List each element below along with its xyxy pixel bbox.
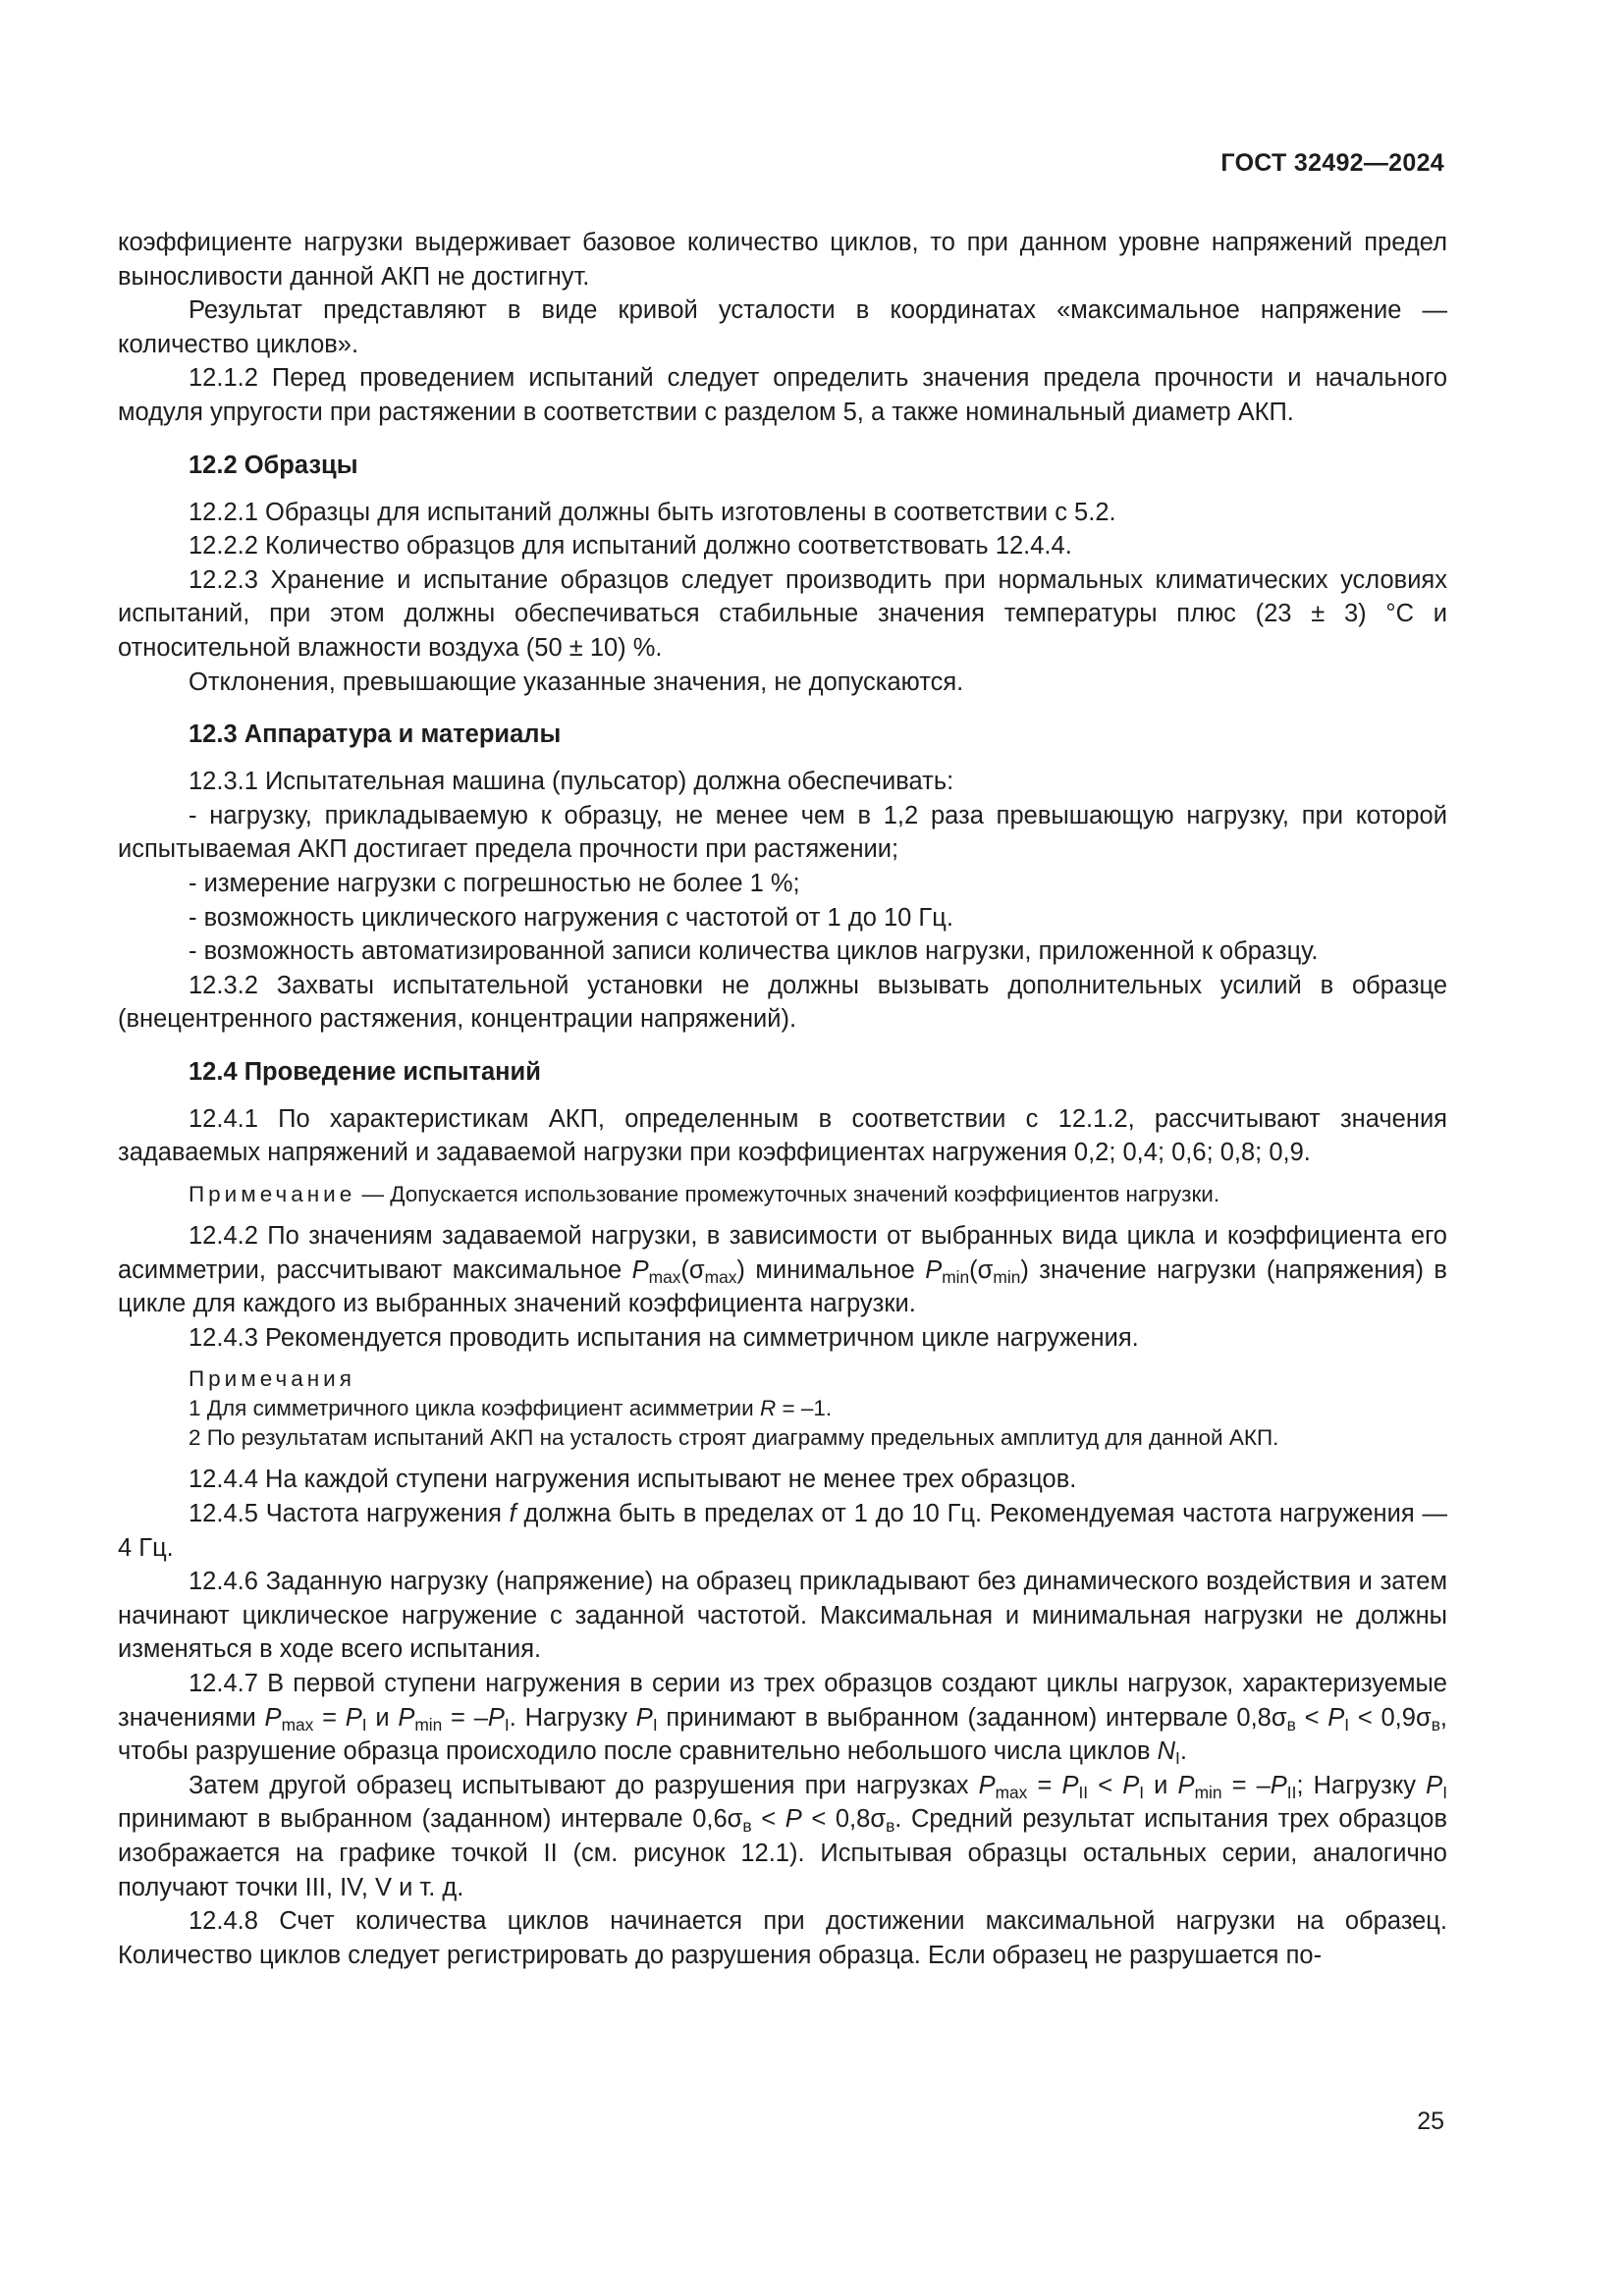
note bbox=[118, 1180, 1447, 1209]
paragraph-12-3-1: 12.3.1 Испытательная машина (пульсатор) должна обеспечивать: bbox=[189, 768, 954, 796]
paragraph-12-3-2: 12.3.2 Захваты испытательной установки не должны вызывать дополнительных усилий в образце (внецентренного растяжения, концентрации напряжений). bbox=[118, 971, 1447, 1034]
paragraph-12-2-3: 12.2.3 Хранение и испытание образцов следует производить при нормальных климатических условиях испытаний, при этом должны обеспечиваться стабильные значения температуры плюс (23 ± 3) °С и относительной влажности воздуха (50 ± 10) %. bbox=[118, 565, 1447, 662]
paragraph-12-4-2: 12.4.2 По значениям задаваемой нагрузки, в зависимости от выбранных вида цикла и коэффициента его асимметрии, рассчитывают максимальное $P_{max}(\sigma_{max})$ минимальное $P_{min}(\sigma_{min})$ значение нагрузки (напряжения) в цикле для каждого из выбранных значений коэффициента нагрузки. bbox=[118, 1222, 1447, 1318]
list-item: - измерение нагрузки с погрешностью не более 1 %; bbox=[189, 869, 800, 897]
list-item: - возможность автоматизированной записи количества циклов нагрузки, приложенной к образцу. bbox=[189, 937, 1319, 966]
paragraph: коэффициенте нагрузки выдерживает базовое количество циклов, то при данном уровне напряжений предел выносливости данной АКП не достигнут. bbox=[118, 229, 1447, 291]
notes-block bbox=[118, 1364, 1447, 1453]
paragraph: Результат представляют в виде кривой усталости в координатах «максимальное напряжение — количество циклов». bbox=[118, 296, 1447, 358]
paragraph-12-4-7: 12.4.7 В первой ступени нагружения в серии из трех образцов создают циклы нагрузок, характеризуемые значениями $P_{max} = P_I$ и $P_{min} = -P_I$. Нагрузку $P_I$ принимают в выбранном (заданном) интервале $0,8\sigma_в < P_I < 0,9\sigma_в$, чтобы разрушение образца происходило после сравнительно небольшого числа циклов $N_I$. bbox=[118, 1670, 1448, 1769]
paragraph-12-1-2: 12.1.2 Перед проведением испытаний следует определить значения предела прочности и начального модуля упругости при растяжении в соответствии с разделом 5, а также номинальный диаметр АКП. bbox=[118, 364, 1447, 426]
note-item: 1 Для симметричного цикла коэффициент асимметрии R = –1. bbox=[189, 1396, 833, 1421]
paragraph-12-4-4: 12.4.4 На каждой ступени нагружения испытывают не менее трех образцов. bbox=[189, 1466, 1077, 1494]
paragraph-12-4-5: 12.4.5 Частота нагружения f должна быть в пределах от 1 до 10 Гц. Рекомендуемая частота нагружения — 4 Гц. bbox=[118, 1500, 1447, 1562]
section-heading-12-4: 12.4 Проведение испытаний bbox=[189, 1057, 541, 1086]
document-header: ГОСТ 32492—2024 bbox=[1220, 149, 1444, 177]
paragraph-12-2-2: 12.2.2 Количество образцов для испытаний должно соответствовать 12.4.4. bbox=[189, 532, 1072, 561]
notes-title: Примечания bbox=[189, 1366, 355, 1392]
note-text: — Допускается использование промежуточных значений коэффициентов нагрузки. bbox=[355, 1182, 1220, 1207]
paragraph-12-2-1: 12.2.1 Образцы для испытаний должны быть изготовлены в соответствии с 5.2. bbox=[189, 498, 1116, 526]
page-number: 25 bbox=[1417, 2108, 1444, 2135]
paragraph-12-4-6: 12.4.6 Заданную нагрузку (напряжение) на образец прикладывают без динамического воздействия и затем начинают циклическое нагружение с заданной частотой. Максимальная и минимальная нагрузки не должны изменяться в ходе всего испытания. bbox=[118, 1568, 1447, 1664]
paragraph: Отклонения, превышающие указанные значения, не допускаются. bbox=[189, 667, 964, 696]
section-heading-12-3: 12.3 Аппаратура и материалы bbox=[189, 721, 562, 749]
paragraph-12-4-1: 12.4.1 По характеристикам АКП, определенным в соответствии с 12.1.2, рассчитывают значения задаваемых напряжений и задаваемой нагрузки при коэффициентах нагружения 0,2; 0,4; 0,6; 0,8; 0,9. bbox=[118, 1104, 1447, 1167]
paragraph-12-4-3: 12.4.3 Рекомендуется проводить испытания на симметричном цикле нагружения. bbox=[189, 1323, 1139, 1352]
section-heading-12-2: 12.2 Образцы bbox=[189, 451, 358, 479]
list-item: - возможность циклического нагружения с частотой от 1 до 10 Гц. bbox=[189, 903, 953, 932]
note-item: 2 По результатам испытаний АКП на усталость строят диаграмму предельных амплитуд для данной АКП. bbox=[189, 1425, 1279, 1451]
list-item: - нагрузку, прикладываемую к образцу, не менее чем в 1,2 раза превышающую нагрузку, при которой испытываемая АКП достигает предела прочности при растяжении; bbox=[118, 801, 1447, 864]
page-content bbox=[118, 226, 1447, 1972]
paragraph-12-4-8: 12.4.8 Счет количества циклов начинается при достижении максимальной нагрузки на образец. Количество циклов следует регистрировать до разрушения образца. Если образец не разрушается по- bbox=[118, 1907, 1447, 1969]
paragraph: Затем другой образец испытывают до разрушения при нагрузках $P_{max} = P_{II} < P_I$ и $P_{min} = -P_{II}$; Нагрузку $P_I$ принимают в выбранном (заданном) интервале $0,6\sigma_в < P < 0,8\sigma_в$. Средний результат испытания трех образцов изображается на графике точкой II (см. рисунок 12.1). Испытывая образцы остальных серии, аналогично получают точки III, IV, V и т. д. bbox=[118, 1771, 1448, 1901]
note-label: Примечание bbox=[189, 1182, 356, 1207]
